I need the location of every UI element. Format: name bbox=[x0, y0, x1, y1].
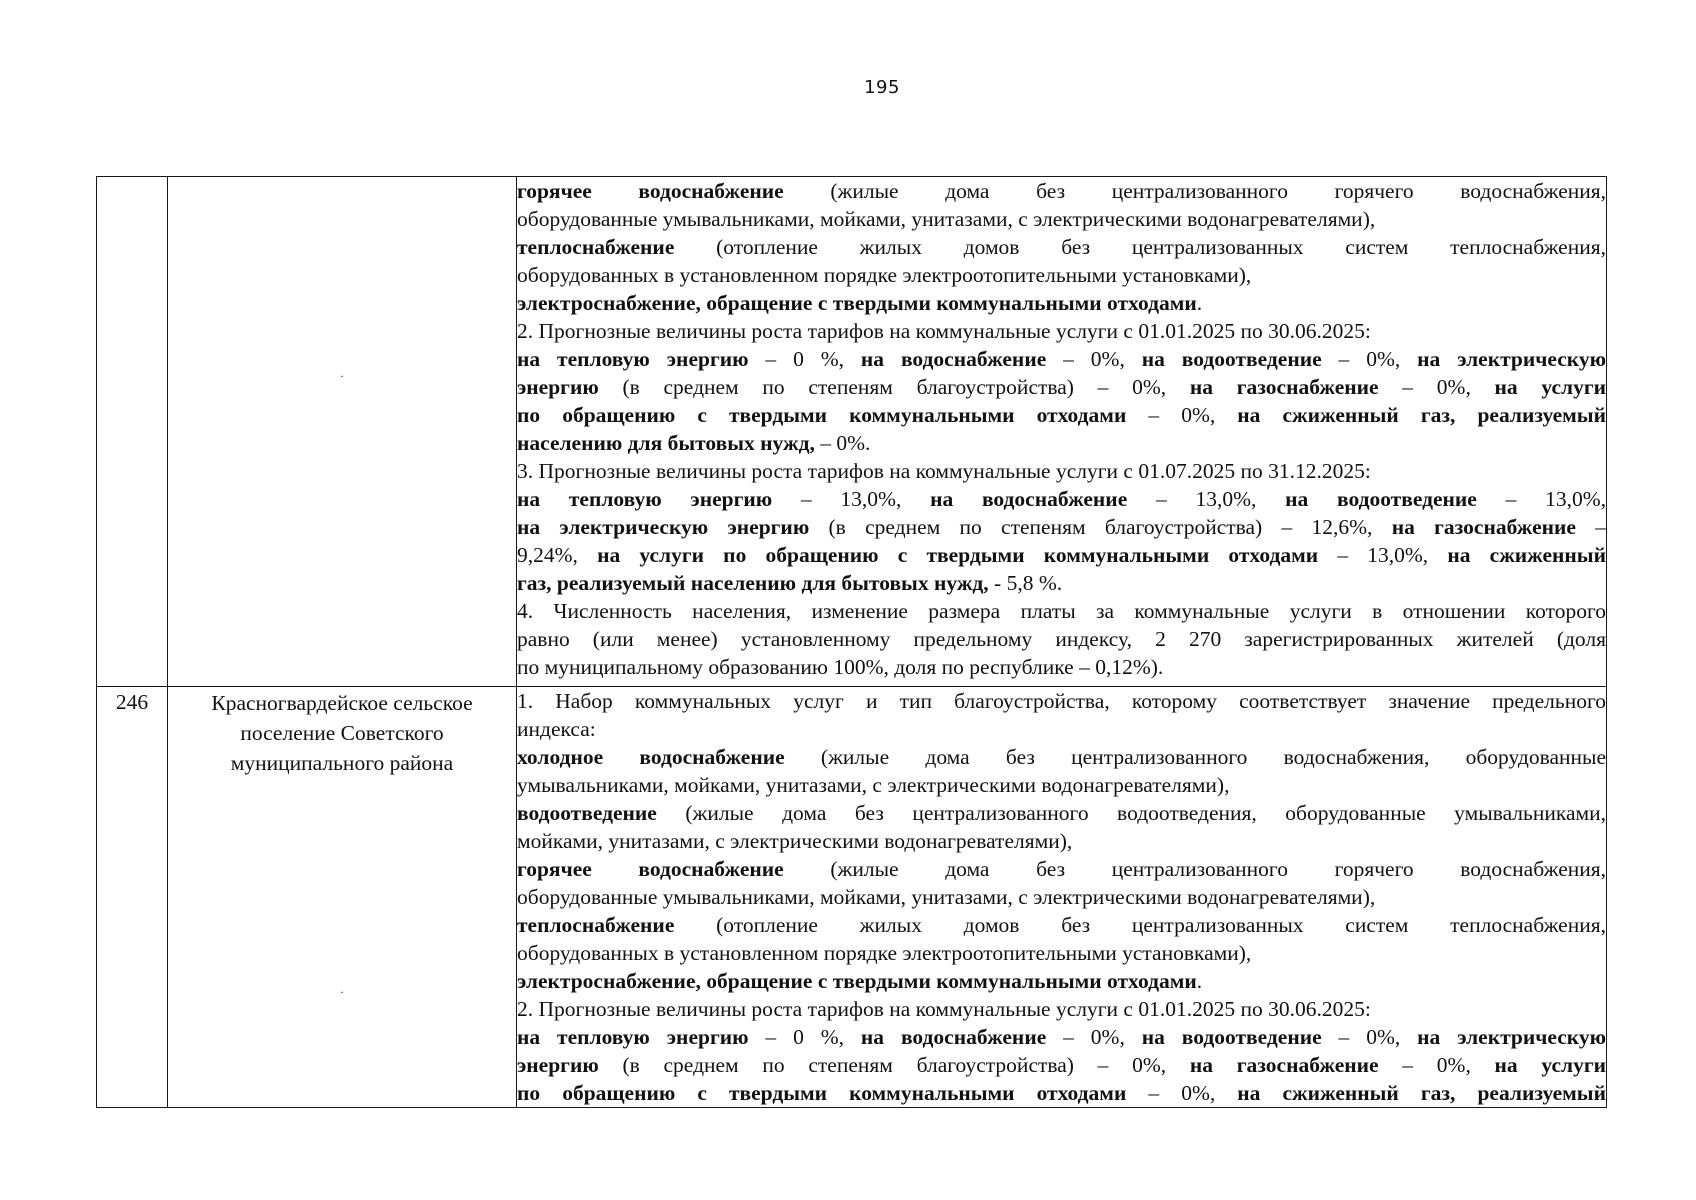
text-line bbox=[517, 457, 1606, 485]
bold-text-run: холодное водоснабжение bbox=[517, 745, 785, 769]
bold-text-run: на электрическую энергию bbox=[517, 515, 810, 539]
row-number-cell bbox=[97, 177, 168, 687]
text-run: – 13,0%, bbox=[772, 487, 931, 511]
text-run: – 0 %, bbox=[748, 347, 861, 371]
page-number: 195 bbox=[864, 77, 900, 98]
text-line bbox=[517, 995, 1606, 1023]
table-row bbox=[97, 687, 1607, 1108]
bold-text-run: горячее водоснабжение bbox=[517, 179, 784, 203]
text-line bbox=[517, 261, 1606, 289]
text-run: (в среднем по степеням благоустройства) – 0%, bbox=[598, 375, 1190, 399]
text-line bbox=[517, 855, 1606, 883]
text-run: – 13,0%, bbox=[1476, 487, 1606, 511]
text-run: 1. Набор коммунальных услуг и тип благоустройства, которому соответствует значение предельного bbox=[517, 689, 1606, 713]
bold-text-run: на сжиженный газ, реализуемый bbox=[1237, 1081, 1606, 1105]
text-line bbox=[517, 771, 1606, 799]
text-line bbox=[517, 205, 1606, 233]
text-line bbox=[517, 513, 1606, 541]
text-run: оборудованные умывальниками, мойками, унитазами, с электрическими водонагревателями), bbox=[517, 207, 1376, 231]
text-run: оборудованных в установленном порядке электроотопительными установками), bbox=[517, 941, 1252, 965]
bold-text-run: на тепловую энергию bbox=[517, 487, 773, 511]
bold-text-run: водоотведение bbox=[517, 801, 657, 825]
text-line bbox=[517, 233, 1606, 261]
text-run: (жилые дома без централизованного горячего водоснабжения, bbox=[783, 857, 1606, 881]
scan-mark: · bbox=[340, 369, 344, 383]
text-line bbox=[517, 289, 1606, 317]
text-run: – 0%, bbox=[1046, 347, 1142, 371]
text-run: – 0%, bbox=[1378, 1053, 1495, 1077]
settlement-cell bbox=[168, 687, 517, 1108]
text-line bbox=[517, 177, 1606, 205]
text-run: (в среднем по степеням благоустройства) – 12,6%, bbox=[809, 515, 1392, 539]
text-line bbox=[517, 485, 1606, 513]
text-run: (отопление жилых домов без централизованных систем теплоснабжения, bbox=[674, 913, 1606, 937]
settlement-name-line: поселение Советского bbox=[240, 721, 444, 745]
text-line bbox=[517, 597, 1606, 625]
text-run: – 13,0%, bbox=[1318, 543, 1448, 567]
text-line bbox=[517, 625, 1606, 653]
bold-text-run: на водоотведение bbox=[1141, 1025, 1322, 1049]
bold-text-run: газ, реализуемый населению для бытовых нужд, bbox=[517, 571, 989, 595]
text-run: оборудованные умывальниками, мойками, унитазами, с электрическими водонагревателями), bbox=[517, 885, 1376, 909]
text-run: – 0%, bbox=[1126, 1081, 1238, 1105]
text-line bbox=[517, 967, 1606, 995]
row-number: 246 bbox=[115, 690, 149, 714]
text-line bbox=[517, 827, 1606, 855]
text-line bbox=[517, 653, 1606, 681]
row-number-cell bbox=[97, 687, 168, 1108]
text-line bbox=[517, 939, 1606, 967]
text-run: 4. Численность населения, изменение размера платы за коммунальные услуги в отношении которого bbox=[517, 599, 1606, 623]
text-line bbox=[517, 687, 1606, 715]
text-run: (жилые дома без централизованного водоотведения, оборудованные умывальниками, bbox=[656, 801, 1606, 825]
bold-text-run: на услуги bbox=[1494, 375, 1606, 399]
row-number bbox=[97, 177, 167, 178]
text-run: . bbox=[1196, 969, 1203, 993]
bold-text-run: на газоснабжение bbox=[1189, 375, 1379, 399]
description-cell bbox=[517, 177, 1607, 687]
text-run: – 0%, bbox=[1321, 1025, 1418, 1049]
bold-text-run: по обращению с твердыми коммунальными отходами bbox=[517, 1081, 1127, 1105]
text-run: по муниципальному образованию 100%, доля по республике – 0,12%). bbox=[517, 655, 1164, 679]
bold-text-run: на сжиженный газ, реализуемый bbox=[1237, 403, 1606, 427]
settlement-name-line: муниципального района bbox=[230, 751, 454, 775]
bold-text-run: на электрическую bbox=[1417, 1025, 1606, 1049]
text-run: (в среднем по степеням благоустройства) – 0%, bbox=[598, 1053, 1190, 1077]
text-run: (отопление жилых домов без централизованных систем теплоснабжения, bbox=[674, 235, 1606, 259]
text-line bbox=[517, 1079, 1606, 1107]
bold-text-run: по обращению с твердыми коммунальными отходами bbox=[517, 403, 1127, 427]
text-run: оборудованных в установленном порядке электроотопительными установками), bbox=[517, 263, 1252, 287]
bold-text-run: горячее водоснабжение bbox=[517, 857, 784, 881]
bold-text-run: на водоснабжение bbox=[860, 347, 1047, 371]
text-line bbox=[517, 1051, 1606, 1079]
text-run: 9,24%, bbox=[517, 543, 598, 567]
bold-text-run: на сжиженный bbox=[1447, 543, 1606, 567]
settlement-cell bbox=[168, 177, 517, 687]
bold-text-run: на водоотведение bbox=[1285, 487, 1477, 511]
text-run: 3. Прогнозные величины роста тарифов на коммунальные услуги с 01.07.2025 по 31.12.2025: bbox=[517, 459, 1371, 483]
text-run: (жилые дома без централизованного водоснабжения, оборудованные bbox=[784, 745, 1606, 769]
text-run: . bbox=[1196, 291, 1203, 315]
bold-text-run: электроснабжение, обращение с твердыми коммунальными отходами bbox=[517, 969, 1197, 993]
bold-text-run: на услуги по обращению с твердыми коммунальными отходами bbox=[597, 543, 1319, 567]
text-run: - 5,8 %. bbox=[988, 571, 1063, 595]
bold-text-run: на водоснабжение bbox=[930, 487, 1128, 511]
text-run: индекса: bbox=[517, 717, 596, 741]
text-line bbox=[517, 429, 1606, 457]
text-run: мойками, унитазами, с электрическими водонагревателями), bbox=[517, 829, 1073, 853]
text-run: равно (или менее) установленному предельному индексу, 2 270 зарегистрированных жителей (доля bbox=[517, 627, 1606, 651]
text-run: (жилые дома без централизованного горячего водоснабжения, bbox=[783, 179, 1606, 203]
description-cell bbox=[517, 687, 1607, 1108]
settlement-name-line: Красногвардейское сельское bbox=[211, 691, 473, 715]
scan-mark: · bbox=[340, 985, 344, 999]
text-run: – 0%, bbox=[1321, 347, 1418, 371]
bold-text-run: на водоснабжение bbox=[860, 1025, 1047, 1049]
text-run: умывальниками, мойками, унитазами, с электрическими водонагревателями), bbox=[517, 773, 1230, 797]
text-run: – 0%, bbox=[1046, 1025, 1142, 1049]
text-run: – 13,0%, bbox=[1127, 487, 1286, 511]
bold-text-run: теплоснабжение bbox=[517, 235, 675, 259]
text-line bbox=[517, 373, 1606, 401]
bold-text-run: теплоснабжение bbox=[517, 913, 675, 937]
bold-text-run: энергию bbox=[517, 1053, 599, 1077]
bold-text-run: электроснабжение, обращение с твердыми коммунальными отходами bbox=[517, 291, 1197, 315]
bold-text-run: на электрическую bbox=[1417, 347, 1606, 371]
text-line bbox=[517, 715, 1606, 743]
text-line bbox=[517, 911, 1606, 939]
bold-text-run: на газоснабжение bbox=[1189, 1053, 1379, 1077]
bold-text-run: на тепловую энергию bbox=[517, 347, 749, 371]
tariff-table bbox=[96, 176, 1607, 1108]
bold-text-run: энергию bbox=[517, 375, 599, 399]
table-row bbox=[97, 177, 1607, 687]
text-run: – 0%, bbox=[1378, 375, 1495, 399]
text-run: – 0%. bbox=[814, 431, 871, 455]
bold-text-run: на газоснабжение bbox=[1391, 515, 1576, 539]
text-line bbox=[517, 569, 1606, 597]
bold-text-run: на тепловую энергию bbox=[517, 1025, 749, 1049]
text-line bbox=[517, 1023, 1606, 1051]
text-run: 2. Прогнозные величины роста тарифов на коммунальные услуги с 01.01.2025 по 30.06.2025: bbox=[517, 997, 1371, 1021]
text-line bbox=[517, 345, 1606, 373]
text-run: – bbox=[1575, 515, 1606, 539]
text-line bbox=[517, 799, 1606, 827]
text-line bbox=[517, 743, 1606, 771]
text-run: – 0%, bbox=[1126, 403, 1238, 427]
text-line bbox=[517, 541, 1606, 569]
bold-text-run: на водоотведение bbox=[1141, 347, 1322, 371]
text-line bbox=[517, 401, 1606, 429]
text-run: – 0 %, bbox=[748, 1025, 861, 1049]
text-run: 2. Прогнозные величины роста тарифов на коммунальные услуги с 01.01.2025 по 30.06.2025: bbox=[517, 319, 1371, 343]
bold-text-run: на услуги bbox=[1494, 1053, 1606, 1077]
text-line bbox=[517, 317, 1606, 345]
bold-text-run: населению для бытовых нужд, bbox=[517, 431, 815, 455]
text-line bbox=[517, 883, 1606, 911]
